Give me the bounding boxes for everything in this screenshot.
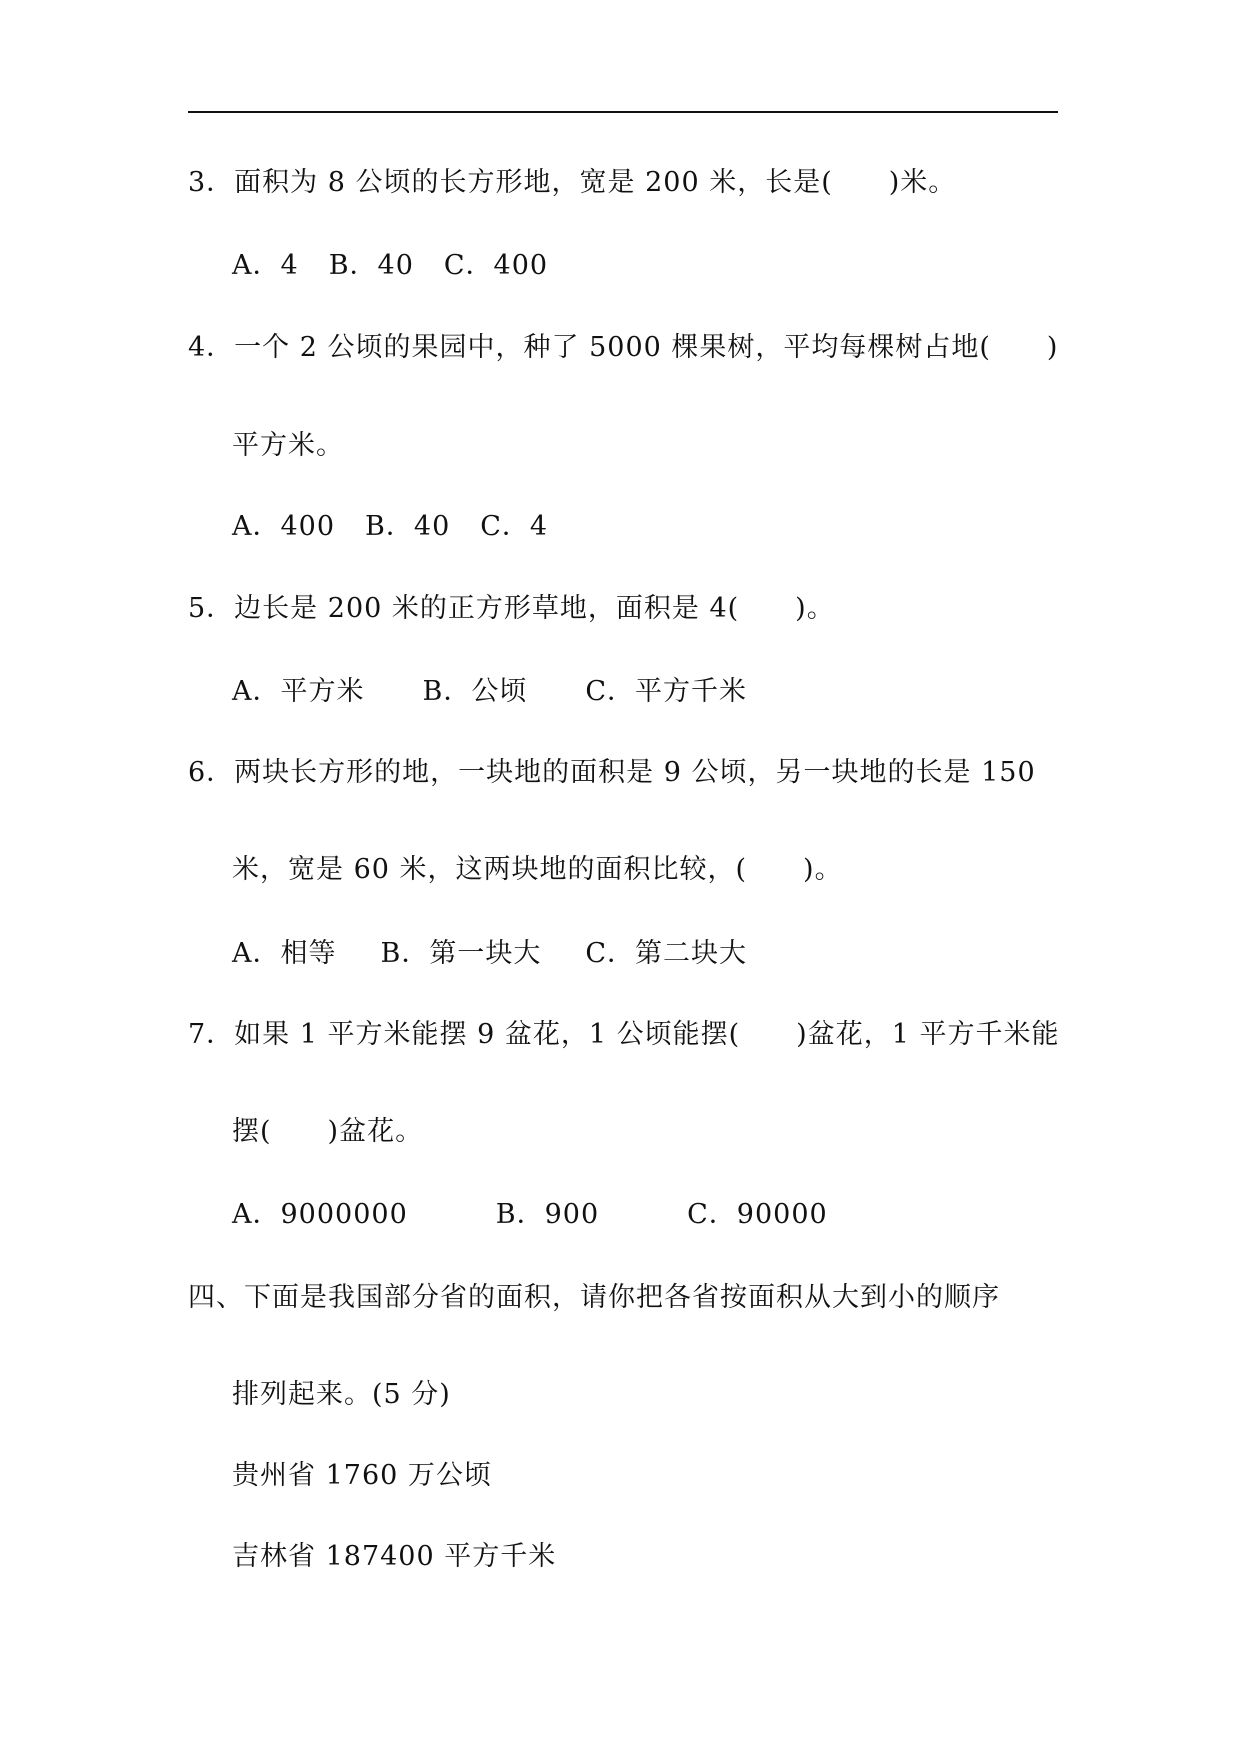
option-a: A．4 xyxy=(232,250,299,281)
option-b: B．40 xyxy=(328,250,414,281)
option-b: B．900 xyxy=(495,1199,600,1230)
option-a: A．相等 xyxy=(232,938,337,969)
question-3-options xyxy=(232,249,548,283)
question-7-text: 7．如果 1 平方米能摆 9 盆花，1 公顷能摆( )盆花，1 平方千米能 xyxy=(188,1019,1060,1050)
question-5-options xyxy=(232,675,747,709)
province-item: 吉林省 187400 平方千米 xyxy=(232,1541,557,1572)
option-c: C．90000 xyxy=(687,1199,828,1230)
option-c: C．平方千米 xyxy=(585,676,748,707)
header-rule xyxy=(188,111,1058,113)
question-4-options xyxy=(232,510,548,544)
question-6-text: 6．两块长方形的地，一块地的面积是 9 公顷，另一块地的长是 150 xyxy=(188,757,1036,788)
option-c: C．400 xyxy=(443,250,549,281)
question-6-options xyxy=(232,937,747,971)
question-7-text-cont: 摆( )盆花。 xyxy=(232,1116,424,1147)
option-b: B．公顷 xyxy=(422,676,528,707)
option-a: A．9000000 xyxy=(232,1199,408,1230)
question-6-text-cont: 米，宽是 60 米，这两块地的面积比较，( )。 xyxy=(232,854,843,885)
option-a: A．400 xyxy=(232,511,336,542)
option-b: B．第一块大 xyxy=(380,938,542,969)
question-3-text: 3．面积为 8 公顷的长方形地，宽是 200 米，长是( )米。 xyxy=(188,167,957,198)
option-a: A．平方米 xyxy=(232,676,365,707)
section-4-heading: 四、下面是我国部分省的面积，请你把各省按面积从大到小的顺序 xyxy=(188,1282,1000,1313)
question-4-text-cont: 平方米。 xyxy=(232,430,344,461)
question-5-text: 5．边长是 200 米的正方形草地，面积是 4( )。 xyxy=(188,593,835,624)
option-b: B．40 xyxy=(365,511,451,542)
option-c: C．第二块大 xyxy=(585,938,748,969)
option-c: C．4 xyxy=(480,511,549,542)
question-4-line1: 4．一个 2 公顷的果园中，种了 5000 棵果树，平均每棵树占地( ) xyxy=(188,332,1059,363)
question-4-text xyxy=(188,331,1058,365)
province-item: 贵州省 1760 万公顷 xyxy=(232,1460,492,1491)
section-4-heading-cont: 排列起来。(5 分) xyxy=(232,1379,451,1410)
question-7-options xyxy=(232,1198,828,1232)
